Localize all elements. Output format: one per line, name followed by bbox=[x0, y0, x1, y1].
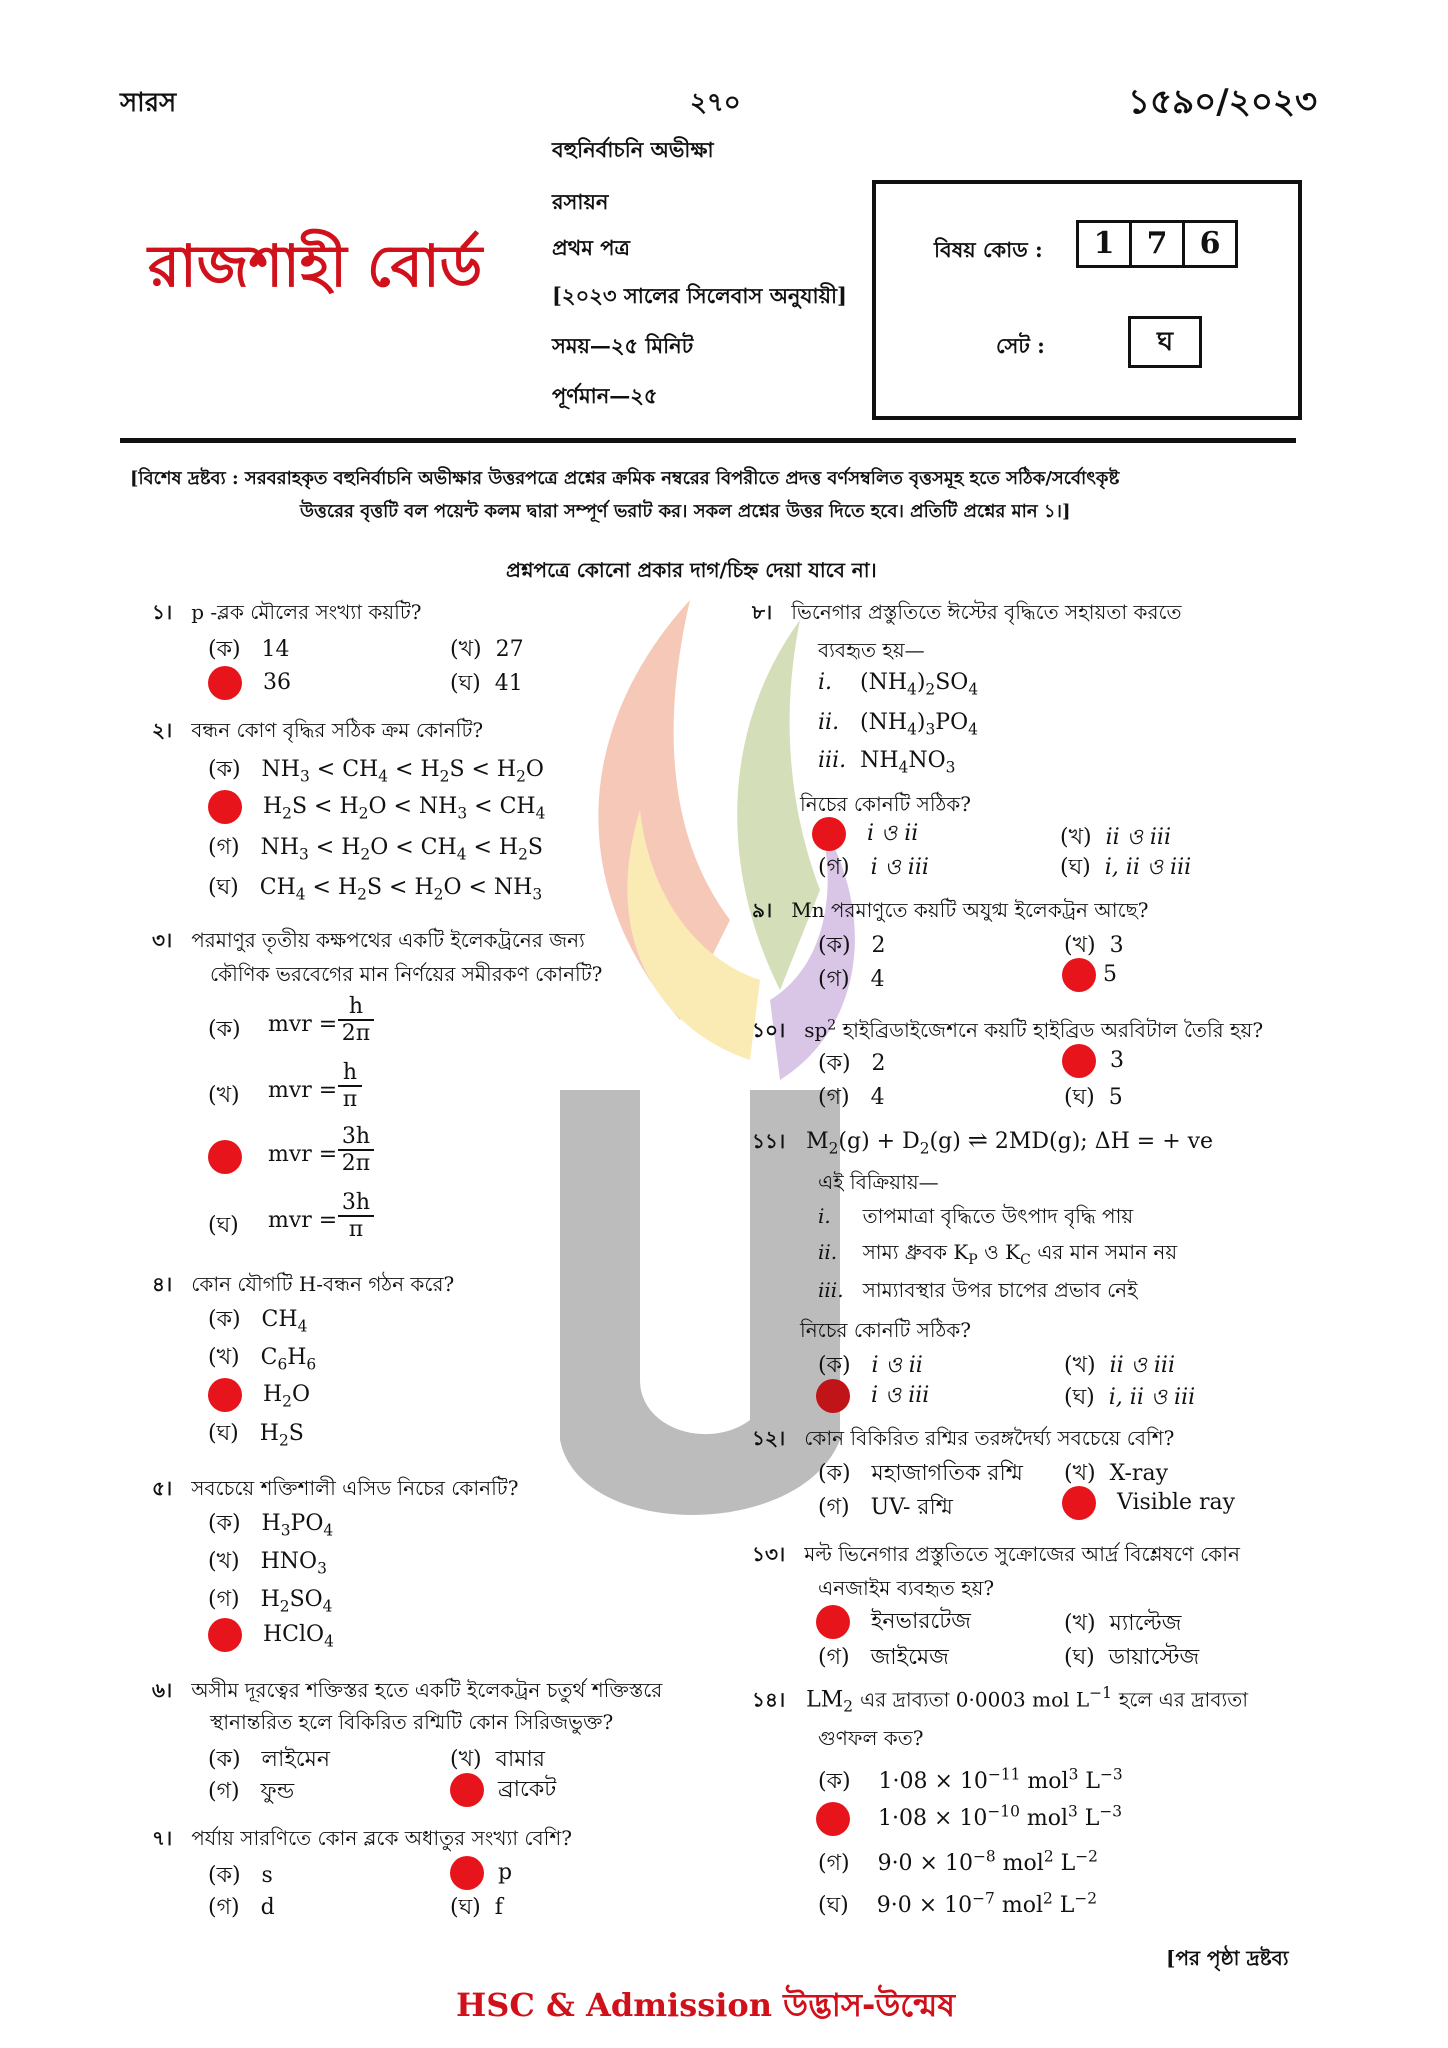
question-13-line-1: ১৩। মল্ট ভিনেগার প্রস্তুতিতে সুক্রোজের আর্দ্র বিশ্লেষণে কোন bbox=[752, 1542, 1240, 1566]
q5-option-c[interactable]: (গ) $H_2SO_4$ bbox=[208, 1587, 333, 1616]
question-11-equation: ১১। $M_2(g) + D_2(g)$ ⇌ 2MD(g); ΔH = + ve bbox=[752, 1126, 1214, 1158]
answer-mark bbox=[816, 1379, 850, 1413]
q4-option-c[interactable]: $H_2O$ bbox=[208, 1378, 310, 1412]
q14-option-d[interactable]: (ঘ) $9\cdot 0 \times 10^{-7}$ mol$^2$ $L^{-2}$ bbox=[818, 1889, 1098, 1918]
question-4: ৪। কোন যৌগটি H-বন্ধন গঠন করে? bbox=[152, 1272, 455, 1296]
q10-option-c[interactable]: (গ) 4 bbox=[818, 1085, 885, 1110]
answer-mark bbox=[208, 790, 242, 824]
question-5: ৫। সবচেয়ে শক্তিশালী এসিড নিচের কোনটি? bbox=[152, 1476, 519, 1500]
footer-brand bbox=[456, 1980, 955, 2034]
q5-option-d[interactable]: HClO$_4$ bbox=[208, 1618, 334, 1652]
q1-option-c[interactable]: 36 bbox=[208, 666, 291, 700]
board-title: রাজশাহী বোর্ড bbox=[148, 232, 483, 300]
q12-option-b[interactable]: (খ) X-ray bbox=[1064, 1461, 1168, 1486]
exam-type: বহুনির্বাচনি অভীক্ষা bbox=[552, 137, 714, 162]
q8-option-c[interactable]: (গ) i ও iii bbox=[818, 855, 929, 880]
q3-d-frac: 3h π bbox=[338, 1190, 374, 1242]
set-label: সেট : bbox=[996, 333, 1045, 358]
q10-option-b[interactable]: 3 bbox=[1062, 1044, 1124, 1078]
q7-option-a[interactable]: (ক) s bbox=[208, 1863, 273, 1888]
q11-option-d[interactable]: (ঘ) i, ii ও iii bbox=[1064, 1385, 1196, 1410]
q2-option-d[interactable]: (ঘ) $CH_4 < H_2S < H_2O < NH_3$ bbox=[208, 875, 543, 904]
question-6-line-1: ৬। অসীম দূরত্বের শক্তিস্তর হতে একটি ইলেকট্রন চতুর্থ শক্তিস্তরে bbox=[152, 1678, 663, 1702]
q8-option-b[interactable]: (খ) ii ও iii bbox=[1060, 825, 1171, 850]
q1-option-d[interactable]: (ঘ) 41 bbox=[450, 671, 523, 696]
q11-option-b[interactable]: (খ) ii ও iii bbox=[1064, 1353, 1175, 1378]
q3-b-frac: h π bbox=[338, 1060, 362, 1112]
q6-option-c[interactable]: (গ) ফুন্ড bbox=[208, 1779, 295, 1804]
q12-option-a[interactable]: (ক) মহাজাগতিক রশ্মি bbox=[818, 1461, 1023, 1486]
question-14-line-2: গুণফল কত? bbox=[818, 1726, 924, 1750]
q6-option-b[interactable]: (খ) বামার bbox=[450, 1747, 545, 1772]
answer-mark bbox=[208, 1140, 242, 1174]
question-7: ৭। পর্যায় সারণিতে কোন ব্লকে অধাতুর সংখ্যা বেশি? bbox=[152, 1826, 572, 1850]
question-8-line-2: ব্যবহৃত হয়— bbox=[818, 638, 925, 662]
q9-option-b[interactable]: (খ) 3 bbox=[1064, 933, 1124, 958]
q7-option-d[interactable]: (ঘ) f bbox=[450, 1895, 503, 1920]
instruction-line-2: উত্তরের বৃত্তটি বল পয়েন্ট কলম দ্বারা সম্পূর্ণ ভরাট কর। সকল প্রশ্নের উত্তর দিতে হবে। প্রতিটি প্রশ্নের মান ১।] bbox=[300, 501, 1071, 522]
question-9: ৯। Mn পরমাণুতে কয়টি অযুগ্ম ইলেকট্রন আছে? bbox=[752, 898, 1149, 922]
q5-option-b[interactable]: (খ) $HNO_3$ bbox=[208, 1549, 327, 1578]
q13-option-a[interactable]: ইনভারটেজ bbox=[816, 1604, 971, 1641]
q14-option-a[interactable]: (ক) $1\cdot 08 \times 10^{-11}$ mol$^3$ $L^{-3}$ bbox=[818, 1765, 1123, 1794]
full-marks: পূর্ণমান—২৫ bbox=[552, 383, 658, 408]
q8-statement-iii: iii. $NH_4NO_3$ bbox=[818, 748, 956, 777]
question-13-line-2: এনজাইম ব্যবহৃত হয়? bbox=[818, 1576, 995, 1600]
q13-option-b[interactable]: (খ) ম্যাল্টেজ bbox=[1064, 1611, 1182, 1636]
footer-brand-bn: উদ্ভাস-উন্মেষ bbox=[783, 1986, 955, 2024]
answer-mark bbox=[816, 1802, 850, 1836]
answer-mark bbox=[1062, 958, 1096, 992]
q1-option-b[interactable]: (খ) 27 bbox=[450, 637, 524, 662]
exam-code: ১৫৯০/২০২৩ bbox=[1128, 82, 1318, 122]
q8-statement-i: i. $(NH_4)_2SO_4$ bbox=[818, 670, 979, 699]
q12-option-d[interactable]: Visible ray bbox=[1062, 1486, 1235, 1520]
answer-mark bbox=[450, 1773, 484, 1807]
subject-code-digits bbox=[1076, 220, 1238, 268]
q3-option-d[interactable]: (ঘ) bbox=[208, 1213, 239, 1238]
q9-option-c[interactable]: (গ) 4 bbox=[818, 967, 885, 992]
page-number: ২৭০ bbox=[690, 88, 741, 118]
q2-option-a[interactable]: (ক) $NH_3 < CH_4 < H_2S < H_2O$ bbox=[208, 757, 544, 786]
q3-option-b[interactable]: (খ) bbox=[208, 1083, 240, 1108]
q3-option-a[interactable]: (ক) bbox=[208, 1017, 241, 1042]
q14-option-b[interactable]: $1\cdot 08 \times 10^{-10}$ mol$^3$ $L^{-3}$ bbox=[816, 1802, 1122, 1836]
q10-option-d[interactable]: (ঘ) 5 bbox=[1064, 1085, 1123, 1110]
q11-option-c[interactable]: i ও iii bbox=[816, 1378, 929, 1415]
q2-option-c[interactable]: (গ) $NH_3 < H_2O < CH_4 < H_2S$ bbox=[208, 835, 543, 864]
q4-option-d[interactable]: (ঘ) $H_2S$ bbox=[208, 1421, 304, 1450]
q10-option-a[interactable]: (ক) 2 bbox=[818, 1051, 886, 1076]
q8-ask: নিচের কোনটি সঠিক? bbox=[800, 792, 972, 816]
header-divider bbox=[120, 438, 1296, 443]
subject: রসায়ন bbox=[552, 189, 609, 214]
code-digit: 6 bbox=[1185, 220, 1238, 268]
q6-option-d[interactable]: ব্রাকেট bbox=[450, 1772, 556, 1809]
q11-statement-ii: ii. সাম্য ধ্রুবক $K_P$ ও $K_C$ এর মান সমান নয় bbox=[818, 1240, 1178, 1268]
publisher-name: সারস bbox=[120, 88, 177, 118]
syllabus-note: [২০২৩ সালের সিলেবাস অনুযায়ী] bbox=[552, 283, 847, 308]
code-box bbox=[872, 180, 1302, 420]
q9-option-a[interactable]: (ক) 2 bbox=[818, 933, 886, 958]
answer-mark bbox=[208, 666, 242, 700]
q7-option-b[interactable]: p bbox=[450, 1856, 512, 1890]
q5-option-a[interactable]: (ক) $H_3PO_4$ bbox=[208, 1511, 334, 1540]
q6-option-a[interactable]: (ক) লাইমেন bbox=[208, 1747, 330, 1772]
question-6-line-2: স্থানান্তরিত হলে বিকিরিত রশ্মিটি কোন সিরিজভুক্ত? bbox=[210, 1710, 614, 1734]
q3-option-c[interactable] bbox=[208, 1140, 242, 1174]
q11-option-a[interactable]: (ক) i ও ii bbox=[818, 1353, 923, 1378]
q12-option-c[interactable]: (গ) UV- রশ্মি bbox=[818, 1495, 953, 1520]
code-digit: 1 bbox=[1076, 220, 1132, 268]
question-11-text: এই বিক্রিয়ায়— bbox=[818, 1170, 939, 1194]
next-page-note: [পর পৃষ্ঠা দ্রষ্টব্য bbox=[1166, 1946, 1289, 1970]
answer-mark bbox=[208, 1378, 242, 1412]
q4-option-b[interactable]: (খ) $C_6H_6$ bbox=[208, 1345, 317, 1374]
question-10: ১০। $sp^2$ হাইব্রিডাইজেশনে কয়টি হাইব্রিড অরবিটাল তৈরি হয়? bbox=[752, 1017, 1264, 1042]
instruction-line-1: [বিশেষ দ্রষ্টব্য : সরবরাহকৃত বহুনির্বাচনি অভীক্ষার উত্তরপত্রে প্রশ্নের ক্রমিক নম্বরের বিপরীতে প্রদত্ত বর্ণসম্বলিত বৃত্তসমূহ হতে সঠিক/সর্বোৎকৃষ্ট bbox=[130, 468, 1120, 489]
subject-code-label: বিষয় কোড : bbox=[934, 237, 1043, 262]
question-14-line-1: ১৪। $LM_2$ এর দ্রাব্যতা 0·0003 mol $L^{-1}$ হলে এর দ্রাব্যতা bbox=[752, 1684, 1249, 1716]
q8-option-d[interactable]: (ঘ) i, ii ও iii bbox=[1060, 855, 1192, 880]
question-2: ২। বন্ধন কোণ বৃদ্ধির সঠিক ক্রম কোনটি? bbox=[152, 718, 484, 742]
q1-option-a[interactable]: (ক) 14 bbox=[208, 637, 290, 662]
question-12: ১২। কোন বিকিরিত রশ্মির তরঙ্গদৈর্ঘ্য সবচেয়ে বেশি? bbox=[752, 1426, 1175, 1450]
question-3-line-2: কৌণিক ভরবেগের মান নির্ণয়ের সমীরকণ কোনটি? bbox=[210, 962, 603, 986]
q3-lhs: mvr = bbox=[268, 1142, 338, 1167]
q7-option-c[interactable]: (গ) d bbox=[208, 1895, 275, 1920]
question-1: ১। p -ব্লক মৌলের সংখ্যা কয়টি? bbox=[152, 600, 422, 624]
answer-mark bbox=[816, 1605, 850, 1639]
answer-mark bbox=[208, 1618, 242, 1652]
q13-option-d[interactable]: (ঘ) ডায়াস্টেজ bbox=[1064, 1645, 1200, 1670]
answer-mark bbox=[1062, 1486, 1096, 1520]
code-digit: 7 bbox=[1132, 220, 1185, 268]
question-3-line-1: ৩। পরমাণুর তৃতীয় কক্ষপথের একটি ইলেকট্রনের জন্য bbox=[152, 928, 585, 952]
q3-lhs: mvr = bbox=[268, 1012, 338, 1037]
paper: প্রথম পত্র bbox=[552, 235, 630, 260]
q8-option-a[interactable]: i ও ii bbox=[812, 816, 918, 853]
set-value: ঘ bbox=[1128, 316, 1202, 368]
footer-brand-en: HSC & Admission bbox=[456, 1986, 772, 2024]
q11-statement-i: i. তাপমাত্রা বৃদ্ধিতে উৎপাদ বৃদ্ধি পায় bbox=[818, 1204, 1134, 1228]
q3-a-frac: h 2π bbox=[338, 994, 374, 1046]
answer-mark bbox=[812, 817, 846, 851]
q4-option-a[interactable]: (ক) $CH_4$ bbox=[208, 1307, 308, 1336]
q3-lhs: mvr = bbox=[268, 1078, 338, 1103]
q3-c-frac: 3h 2π bbox=[338, 1124, 374, 1176]
answer-mark bbox=[1062, 1044, 1096, 1078]
q9-option-d[interactable]: 5 bbox=[1062, 958, 1117, 992]
warning-line: প্রশ্নপত্রে কোনো প্রকার দাগ/চিহ্ন দেয়া যাবে না। bbox=[506, 558, 877, 582]
q8-statement-ii: ii. $(NH_4)_3PO_4$ bbox=[818, 710, 978, 739]
q2-option-b[interactable]: $H_2S < H_2O < NH_3 < CH_4$ bbox=[208, 790, 545, 824]
question-8-line-1: ৮। ভিনেগার প্রস্তুতিতে ঈস্টের বৃদ্ধিতে সহায়তা করতে bbox=[752, 600, 1182, 624]
answer-mark bbox=[450, 1856, 484, 1890]
q11-statement-iii: iii. সাম্যাবস্থার উপর চাপের প্রভাব নেই bbox=[818, 1278, 1138, 1302]
q13-option-c[interactable]: (গ) জাইমেজ bbox=[818, 1645, 949, 1670]
q11-ask: নিচের কোনটি সঠিক? bbox=[800, 1318, 972, 1342]
time-allowed: সময়—২৫ মিনিট bbox=[552, 333, 694, 358]
q14-option-c[interactable]: (গ) $9\cdot 0 \times 10^{-8}$ mol$^2$ $L^{-2}$ bbox=[818, 1847, 1098, 1876]
q3-lhs: mvr = bbox=[268, 1208, 338, 1233]
